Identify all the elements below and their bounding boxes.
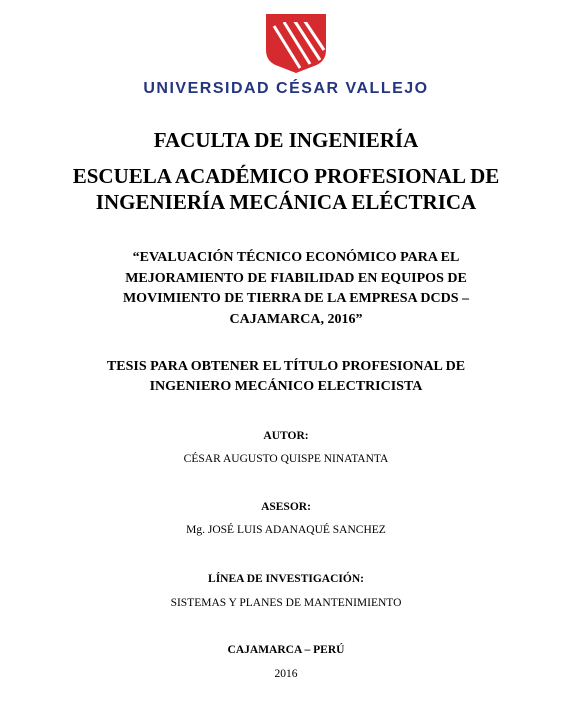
research-line-value: SISTEMAS Y PLANES DE MANTENIMIENTO xyxy=(170,597,402,609)
ucv-shield-logo-icon xyxy=(264,12,328,74)
author-label: AUTOR: xyxy=(263,430,309,442)
research-line-label: LÍNEA DE INVESTIGACIÓN: xyxy=(208,573,364,585)
school-line-2: INGENIERÍA MECÁNICA ELÉCTRICA xyxy=(95,190,477,214)
title-line-1: “EVALUACIÓN TÉCNICO ECONÓMICO PARA EL xyxy=(132,250,460,265)
thesis-title xyxy=(90,248,502,330)
school-heading xyxy=(0,163,572,215)
university-name: UNIVERSIDAD CÉSAR VALLEJO xyxy=(143,80,429,97)
degree-line-2: INGENIERO MECÁNICO ELECTRICISTA xyxy=(149,379,423,394)
location: CAJAMARCA – PERÚ xyxy=(227,644,345,656)
title-line-3: MOVIMIENTO DE TIERRA DE LA EMPRESA DCDS – xyxy=(122,291,470,306)
author-name: CÉSAR AUGUSTO QUISPE NINATANTA xyxy=(183,453,389,465)
degree-line-1: TESIS PARA OBTENER EL TÍTULO PROFESIONAL DE xyxy=(106,359,466,374)
degree-statement xyxy=(0,357,572,397)
title-line-2: MEJORAMIENTO DE FIABILIDAD EN EQUIPOS DE xyxy=(125,270,467,286)
advisor-name: Mg. JOSÉ LUIS ADANAQUÉ SANCHEZ xyxy=(186,524,386,536)
school-line-1: ESCUELA ACADÉMICO PROFESIONAL DE xyxy=(72,164,500,188)
faculty-heading: FACULTA DE INGENIERÍA xyxy=(153,128,419,152)
year: 2016 xyxy=(274,668,298,680)
advisor-label: ASESOR: xyxy=(261,501,311,513)
title-line-4: CAJAMARCA, 2016” xyxy=(229,311,363,327)
